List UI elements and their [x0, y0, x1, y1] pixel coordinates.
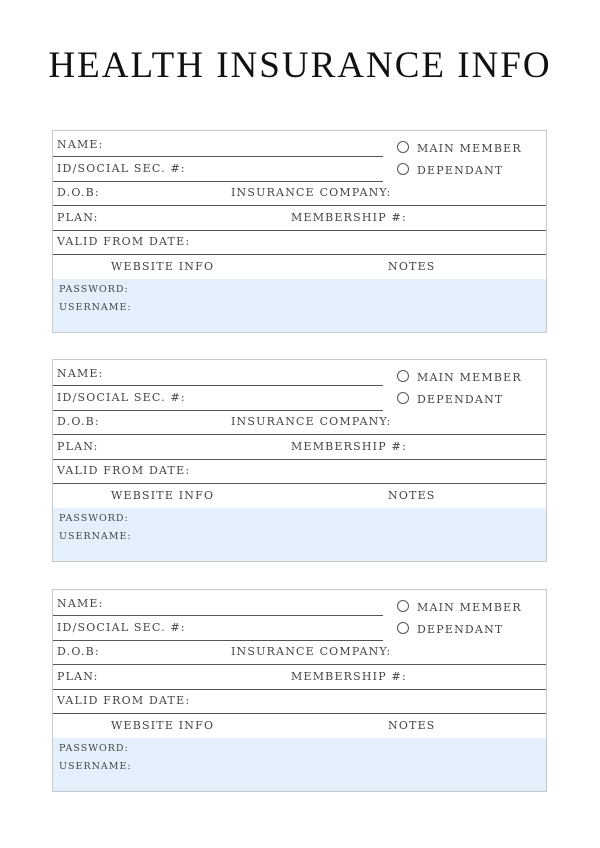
valid-from-line[interactable]	[53, 254, 546, 255]
dependant-radio[interactable]	[397, 163, 409, 175]
main-member-radio[interactable]	[397, 141, 409, 153]
main-member-label: MAIN MEMBER	[417, 142, 522, 155]
valid-from-line[interactable]	[53, 713, 546, 714]
username-label: USERNAME:	[59, 531, 132, 542]
id-label: ID/SOCIAL SEC. #:	[57, 162, 186, 175]
main-member-radio[interactable]	[397, 370, 409, 382]
website-info-label: WEBSITE INFO	[111, 719, 215, 732]
insurance-company-label: INSURANCE COMPANY:	[231, 415, 392, 428]
dependant-label: DEPENDANT	[417, 623, 504, 636]
notes-label: NOTES	[388, 719, 436, 732]
plan-label: PLAN:	[57, 440, 99, 453]
name-label: NAME:	[57, 138, 104, 151]
id-label: ID/SOCIAL SEC. #:	[57, 621, 186, 634]
plan-line[interactable]	[53, 230, 546, 231]
membership-label: MEMBERSHIP #:	[291, 670, 407, 683]
username-label: USERNAME:	[59, 761, 132, 772]
dependant-label: DEPENDANT	[417, 164, 504, 177]
password-label: PASSWORD:	[59, 513, 129, 524]
insurance-company-label: INSURANCE COMPANY:	[231, 186, 392, 199]
dependant-label: DEPENDANT	[417, 393, 504, 406]
name-label: NAME:	[57, 597, 104, 610]
dependant-radio[interactable]	[397, 622, 409, 634]
notes-area[interactable]	[53, 508, 546, 561]
main-member-label: MAIN MEMBER	[417, 371, 522, 384]
main-member-radio[interactable]	[397, 600, 409, 612]
plan-label: PLAN:	[57, 670, 99, 683]
name-line[interactable]	[53, 615, 383, 616]
plan-label: PLAN:	[57, 211, 99, 224]
notes-area[interactable]	[53, 279, 546, 332]
insurance-card-1	[52, 130, 547, 333]
id-label: ID/SOCIAL SEC. #:	[57, 391, 186, 404]
membership-label: MEMBERSHIP #:	[291, 440, 407, 453]
website-info-label: WEBSITE INFO	[111, 489, 215, 502]
password-label: PASSWORD:	[59, 284, 129, 295]
plan-line[interactable]	[53, 459, 546, 460]
insurance-card-3	[52, 589, 547, 792]
insurance-card-2	[52, 359, 547, 562]
main-member-label: MAIN MEMBER	[417, 601, 522, 614]
dob-line[interactable]	[53, 434, 546, 435]
insurance-company-label: INSURANCE COMPANY:	[231, 645, 392, 658]
name-line[interactable]	[53, 385, 383, 386]
notes-label: NOTES	[388, 260, 436, 273]
website-info-label: WEBSITE INFO	[111, 260, 215, 273]
membership-label: MEMBERSHIP #:	[291, 211, 407, 224]
dob-label: D.O.B:	[57, 645, 100, 658]
valid-from-line[interactable]	[53, 483, 546, 484]
username-label: USERNAME:	[59, 302, 132, 313]
dob-line[interactable]	[53, 664, 546, 665]
valid-from-label: VALID FROM DATE:	[57, 235, 191, 248]
id-line[interactable]	[53, 640, 383, 641]
name-label: NAME:	[57, 367, 104, 380]
dob-line[interactable]	[53, 205, 546, 206]
valid-from-label: VALID FROM DATE:	[57, 694, 191, 707]
notes-area[interactable]	[53, 738, 546, 791]
name-line[interactable]	[53, 156, 383, 157]
page-title: HEALTH INSURANCE INFO	[48, 45, 552, 86]
dob-label: D.O.B:	[57, 186, 100, 199]
plan-line[interactable]	[53, 689, 546, 690]
password-label: PASSWORD:	[59, 743, 129, 754]
id-line[interactable]	[53, 181, 383, 182]
valid-from-label: VALID FROM DATE:	[57, 464, 191, 477]
dependant-radio[interactable]	[397, 392, 409, 404]
dob-label: D.O.B:	[57, 415, 100, 428]
id-line[interactable]	[53, 410, 383, 411]
notes-label: NOTES	[388, 489, 436, 502]
